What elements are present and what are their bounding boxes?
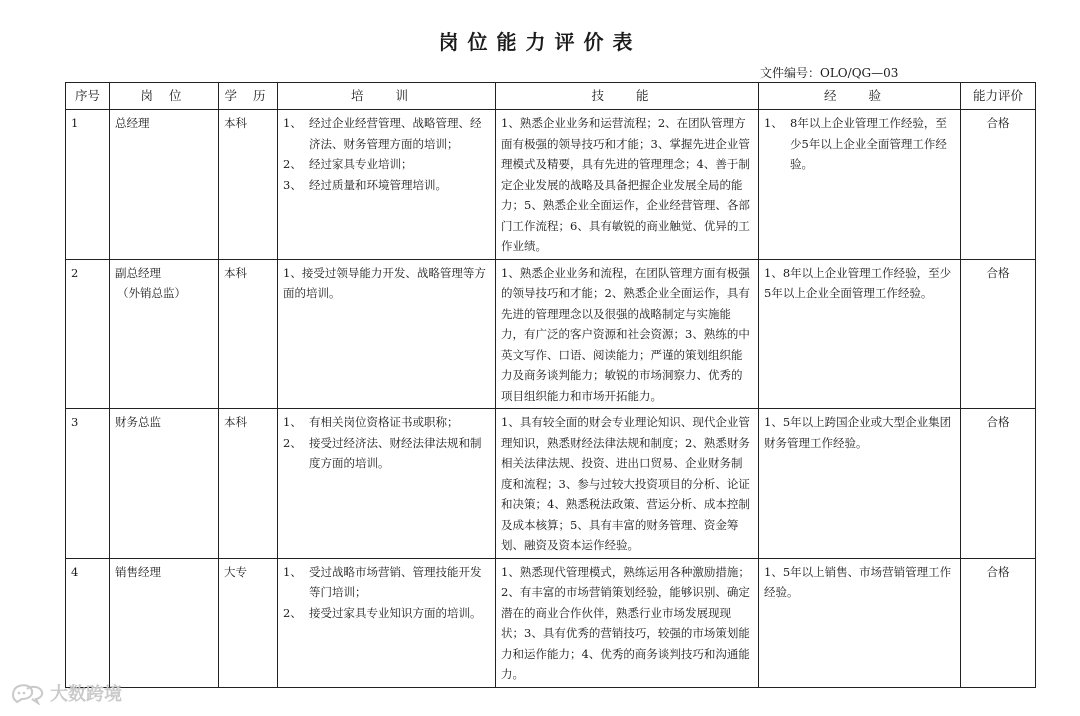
row-index: 2: [66, 259, 110, 409]
row-education: 本科: [219, 409, 278, 559]
row-experience: [759, 409, 961, 559]
row-training: [278, 558, 496, 687]
experience-item: 1、5年以上销售、市场营销管理工作经验。: [764, 564, 952, 599]
row-evaluation: 合格: [961, 409, 1036, 559]
row-skills: 1、熟悉企业业务和流程，在团队管理方面有极强的领导技巧和才能；2、熟悉企业全面运作，具有先进的管理理念以及很强的战略制定与实施能力，有广泛的客户资源和社会资源；3、熟练的中英文写作、口语、阅读能力；严谨的策划组织能力及商务谈判能力；敏锐的市场洞察力、优秀的项目组织能力和市场开拓能力。: [496, 259, 759, 409]
table-row: [66, 558, 1036, 687]
row-position: [110, 409, 219, 559]
row-experience: [759, 110, 961, 260]
row-position: [110, 259, 219, 409]
header-skills: 技 能: [496, 83, 759, 110]
training-item: 1、接受过领导能力开发、战略管理等方面的培训。: [283, 265, 486, 300]
position-title: 财务总监: [115, 415, 161, 429]
header-experience: 经 验: [759, 83, 961, 110]
experience-item: 1、5年以上跨国企业或大型企业集团财务管理工作经验。: [764, 415, 952, 450]
header-index: 序号: [66, 83, 110, 110]
experience-item: 1、8年以上企业管理工作经验，至少5年以上企业全面管理工作经验。: [764, 265, 952, 300]
training-item: 3、 经过质量和环境管理培训。: [283, 177, 447, 192]
row-index: 3: [66, 409, 110, 559]
watermark-text: 大数跨境: [50, 684, 122, 705]
row-education: 本科: [219, 259, 278, 409]
row-training: [278, 409, 496, 559]
evaluation-table: [65, 82, 1036, 688]
training-item: 2、 接受过经济法、财经法律法规和制度方面的培训。: [283, 435, 482, 470]
row-education: 大专: [219, 558, 278, 687]
row-evaluation: 合格: [961, 259, 1036, 409]
row-position: [110, 558, 219, 687]
training-item: 1、 经过企业经营管理、战略管理、经济法、财务管理方面的培训；: [283, 116, 482, 151]
row-skills: 1、熟悉企业业务和运营流程；2、在团队管理方面有极强的领导技巧和才能；3、掌握先进企业管理模式及精要，具有先进的管理理念；4、善于制定企业发展的战略及具备把握企业发展全局的能力；5、熟悉企业全面运作，企业经营管理、各部门工作流程；6、具有敏锐的商业触觉、优异的工作业绩。: [496, 110, 759, 260]
document-number: 文件编号：OLO/QG—03: [760, 66, 899, 80]
position-title: 销售经理: [115, 564, 161, 579]
row-evaluation: 合格: [961, 110, 1036, 260]
training-item: 2、 经过家具专业培训；: [283, 157, 413, 171]
table-row: [66, 110, 1036, 260]
row-training: [278, 110, 496, 260]
header-training: 培 训: [278, 83, 496, 110]
row-skills: 1、熟悉现代管理模式，熟练运用各种激励措施；2、有丰富的市场营销策划经验，能够识别、确定潜在的商业合作伙伴，熟悉行业市场发展现现状；3、具有优秀的营销技巧，较强的市场策划能力和运作能力；4、优秀的商务谈判技巧和沟通能力。: [496, 558, 759, 687]
position-note: （外销总监）: [117, 286, 186, 300]
chat-bubble-logo-icon: [10, 681, 46, 705]
header-evaluation: 能力评价: [961, 83, 1036, 110]
row-training: [278, 259, 496, 409]
row-experience: [759, 259, 961, 409]
row-experience: [759, 558, 961, 687]
training-item: 1、 受过战略市场营销、管理技能开发等门培训；: [283, 564, 482, 599]
row-skills: 1、具有较全面的财会专业理论知识、现代企业管理知识，熟悉财经法律法规和制度；2、熟悉财务相关法律法规、投资、进出口贸易、企业财务制度和流程；3、参与过较大投资项目的分析、论证和决策；4、熟悉税法政策、营运分析、成本控制及成本核算；5、具有丰富的财务管理、资金筹划、融资及资本运作经验。: [496, 409, 759, 559]
row-education: 本科: [219, 110, 278, 260]
row-evaluation: 合格: [961, 558, 1036, 687]
training-item: 1、 有相关岗位资格证书或职称；: [283, 415, 459, 429]
row-index: 4: [66, 558, 110, 687]
position-title: 总经理: [115, 116, 150, 130]
training-item: 2、 接受过家具专业知识方面的培训。: [283, 605, 482, 620]
header-education: 学 历: [219, 83, 278, 110]
experience-item: 1、 8年以上企业管理工作经验，至少5年以上企业全面管理工作经验。: [764, 116, 947, 171]
watermark: [10, 680, 122, 706]
position-title: 副总经理: [115, 265, 161, 280]
row-position: [110, 110, 219, 260]
table-row: [66, 409, 1036, 559]
row-index: 1: [66, 110, 110, 260]
table-row: [66, 259, 1036, 409]
table-header-row: [66, 83, 1036, 110]
page-title: 岗位能力评价表: [438, 30, 642, 54]
header-position: 岗 位: [110, 83, 219, 110]
